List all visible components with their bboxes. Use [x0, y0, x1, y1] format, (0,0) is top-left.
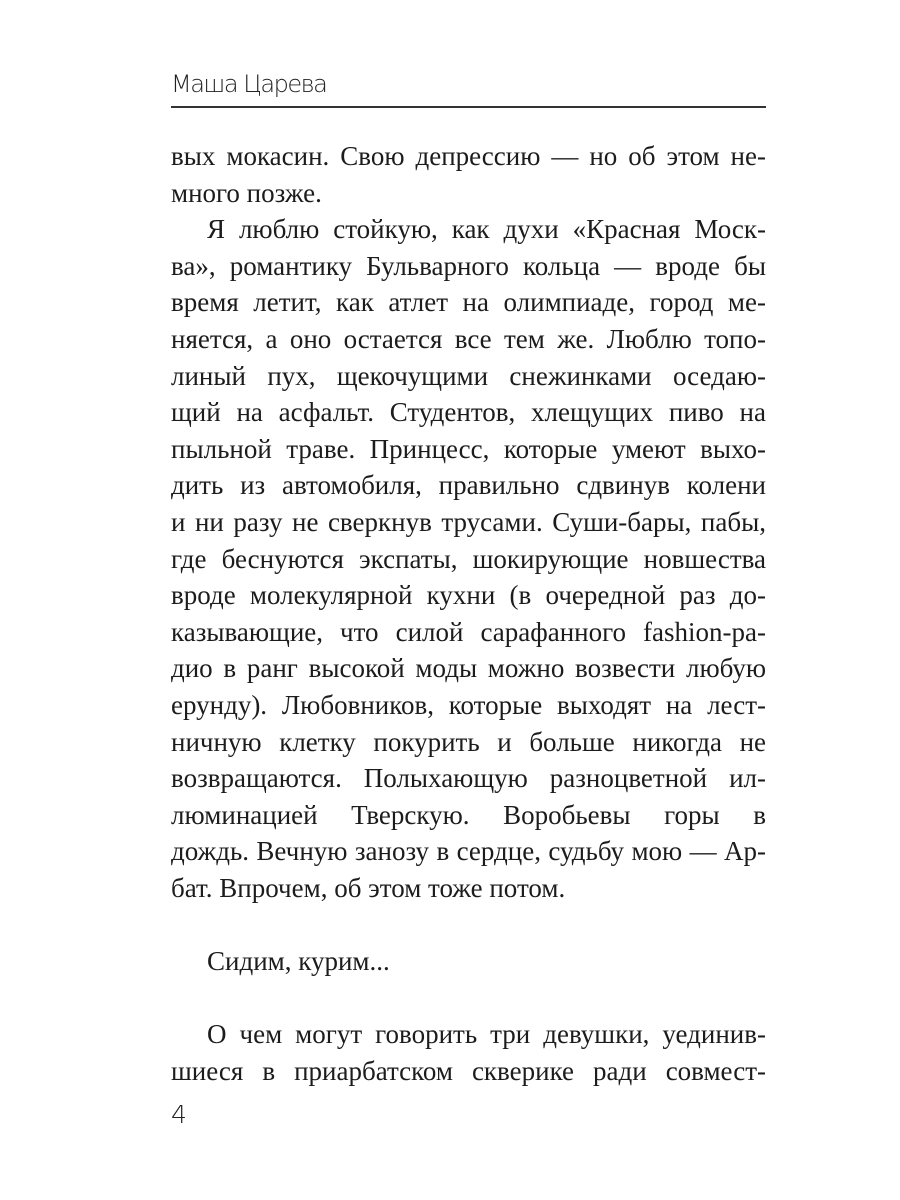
text-line: пыльной траве. Принцесс, которые умеют выхо- [171, 433, 766, 464]
text-line: дио в ранг высокой моды можно возвести любую [171, 653, 766, 684]
text-line: О чем могут говорить три девушки, уединив- [207, 1019, 766, 1050]
text-line: казывающие, что силой сарафанного fashion-ра- [171, 616, 766, 647]
text-line: щий на асфальт. Студентов, хлещущих пиво на [171, 397, 766, 428]
text-line: где беснуются экспаты, шокирующие новшества [171, 543, 766, 574]
page-number: 4 [171, 1100, 187, 1129]
text-line: возвращаются. Полыхающую разноцветной ил- [171, 763, 766, 794]
text-line: много позже. [171, 177, 322, 208]
text-line: дождь. Вечную занозу в сердце, судьбу мою — Ар- [171, 836, 766, 867]
text-line: вых мокасин. Свою депрессию — но об этом не- [171, 141, 766, 171]
text-line: Я люблю стойкую, как духи «Красная Моск- [207, 214, 766, 245]
text-line: Сидим, курим... [207, 946, 390, 977]
text-line: и ни разу не сверкнув трусами. Суши-бары, пабы, [171, 506, 766, 537]
body-text [171, 138, 766, 1089]
text-line: ва», романтику Бульварного кольца — вроде бы [171, 250, 766, 281]
text-line: вроде молекулярной кухни (в очередной раз до- [171, 580, 766, 611]
text-line: люминацией Тверскую. Воробьевы горы в [171, 799, 766, 830]
running-header-author: Маша Царева [171, 70, 327, 98]
text-line: дить из автомобиля, правильно сдвинув колени [171, 470, 766, 501]
header-rule [171, 106, 766, 108]
text-line: ничную клетку покурить и больше никогда не [171, 726, 766, 757]
text-line: ерунду). Любовников, которые выходят на лест- [171, 689, 766, 720]
text-line: няется, а оно остается все тем же. Люблю топо- [171, 323, 766, 354]
text-line: время летит, как атлет на олимпиаде, город ме- [171, 287, 766, 318]
text-line: бат. Впрочем, об этом тоже потом. [171, 872, 566, 903]
text-line: шиеся в приарбатском скверике ради совмест- [171, 1055, 766, 1086]
text-line: линый пух, щекочущими снежинками оседаю- [171, 360, 766, 391]
